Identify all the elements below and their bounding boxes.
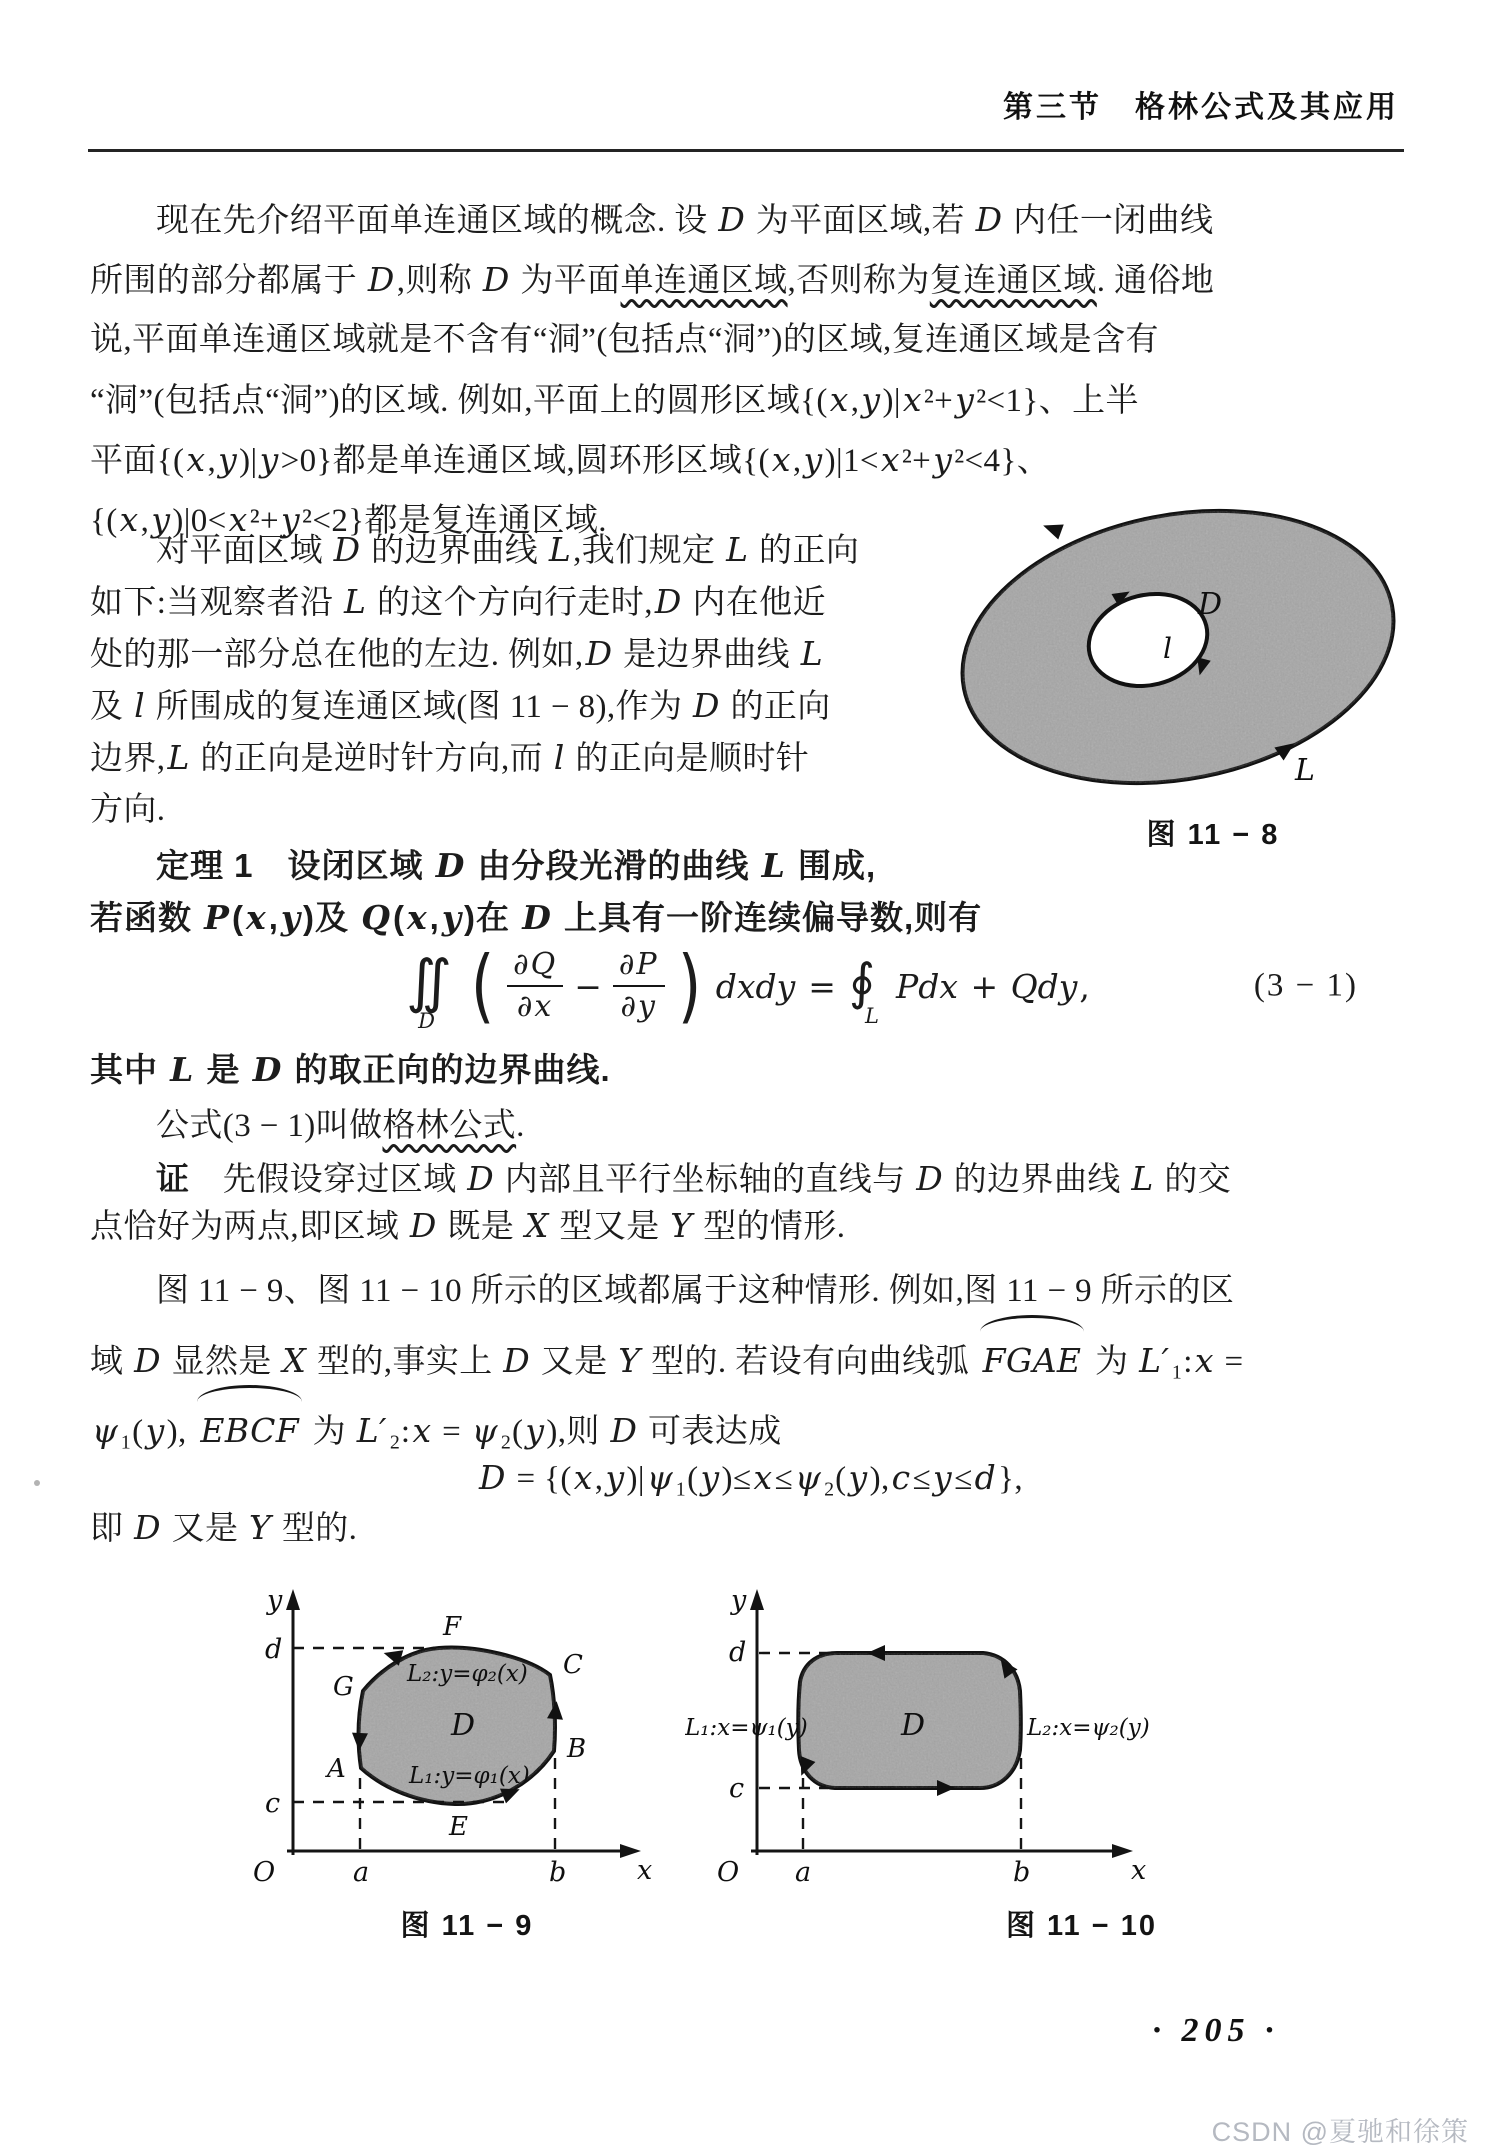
text-segment: ,否则称为 (787, 263, 930, 299)
outer-curve-label: L (1295, 753, 1315, 788)
text-segment: 如下:当观察者沿 L 的这个方向行走时,D 内在他近 (90, 582, 826, 621)
text-segment: FGAE (978, 1326, 1087, 1397)
watermark: CSDN @夏驰和徐策 (1211, 2117, 1469, 2147)
text-line (90, 784, 942, 836)
figure-11-9 (203, 1583, 673, 1944)
figure-11-10-caption: 图 11 − 10 (1005, 1910, 1157, 1942)
tick-c-label: c (265, 1788, 281, 1819)
text-segment: 说,平面单连通区域就是不含有“洞”(包括点“洞”)的区域,复连通区域是含有 (90, 322, 1159, 358)
double-integral-domain: D (418, 1009, 435, 1033)
x-axis-label: x (1131, 1855, 1147, 1886)
text-segment: 其中 L 是 D 的取正向的边界曲线. (90, 1050, 611, 1089)
text-segment: . 通俗地 (1096, 263, 1215, 299)
text-segment: 为 L′₁:x = (1086, 1341, 1244, 1380)
inner-curve-label: l (1163, 632, 1172, 665)
text-line (90, 1100, 1410, 1152)
text-segment: 平面{(x,y)|y>0}都是单连通区域,圆环形区域{(x,y)|1<x²+y²<4}、 (90, 440, 1051, 479)
line-y-type (90, 1502, 1410, 1554)
origin-label: O (717, 1857, 740, 1888)
text-segment: 即 D 又是 Y 型的. (90, 1508, 358, 1547)
point-B-label: B (567, 1734, 587, 1764)
text-line (90, 370, 1410, 430)
y-axis-arrow (286, 1589, 300, 1610)
tick-b-label: b (549, 1857, 567, 1888)
text-segment: 公式(3 − 1)叫做 (156, 1108, 383, 1144)
text-segment: 定理 1 设闭区域 D 由分段光滑的曲线 L 围成, (156, 846, 877, 885)
paragraph-intro (90, 190, 1410, 550)
text-line (90, 1326, 1410, 1396)
formula-rhs: Pdx + Qdy, (896, 966, 1090, 1006)
region-label: D (451, 1708, 476, 1743)
theorem-1 (90, 840, 1410, 944)
text-segment: 及 l 所围成的复连通区域(图 11 − 8),作为 D 的正向 (90, 686, 831, 725)
equals-sign: = (808, 966, 836, 1006)
text-segment: 图 11 − 9、图 11 − 10 所示的区域都属于这种情形. 例如,图 11 − 9 所示的区 (156, 1273, 1235, 1309)
text-line (90, 1256, 1410, 1326)
point-G-label: G (333, 1672, 354, 1702)
text-line (90, 250, 1410, 310)
text-segment: 若函数 P(x,y)及 Q(x,y)在 D 上具有一阶连续偏导数,则有 (90, 898, 983, 937)
figure-11-8-caption: 图 11 − 8 (1146, 819, 1280, 851)
point-E-label: E (449, 1812, 468, 1842)
point-A-label: A (327, 1754, 346, 1784)
text-segment: 点恰好为两点,即区域 D 既是 X 型又是 Y 型的情形. (90, 1206, 846, 1245)
proof-paragraph (90, 1155, 1410, 1249)
outer-curve-arrow-top (1040, 518, 1063, 540)
point-F-label: F (443, 1612, 462, 1642)
fraction-dPdy: $\frac{\partial P}{\partial y}$ (613, 948, 665, 1023)
figure-11-10 (685, 1583, 1185, 1944)
text-segment: 先假设穿过区域 D 内部且平行坐标轴的直线与 D 的边界曲线 L 的交 (189, 1159, 1232, 1198)
text-segment: 格林公式 (382, 1108, 517, 1144)
text-segment: 证 (156, 1160, 190, 1197)
line-boundary-note (90, 1044, 1410, 1096)
text-line (90, 1452, 1410, 1504)
text-line (90, 576, 942, 628)
text-line (90, 190, 1410, 250)
region-label: D (901, 1708, 926, 1743)
region-label: D (1198, 587, 1223, 622)
green-formula-block (90, 932, 1406, 1040)
figure-11-8-drawing (943, 502, 1425, 802)
text-segment: 边界,L 的正向是逆时针方向,而 l 的正向是顺时针 (90, 738, 810, 777)
text-segment: EBCF (195, 1396, 304, 1467)
text-segment: 处的那一部分总在他的左边. 例如,D 是边界曲线 L (90, 634, 824, 673)
tick-d-label: d (265, 1634, 283, 1665)
text-line (90, 430, 1410, 490)
tick-a-label: a (353, 1857, 370, 1888)
equation-number: (3 − 1) (1253, 967, 1358, 1004)
region-texture (203, 1583, 673, 1893)
fraction-dQdx: $\frac{\partial Q}{\partial x}$ (507, 948, 563, 1023)
tick-b-label: b (1013, 1857, 1031, 1888)
figure-11-8 (943, 502, 1425, 853)
contour-integral-path: L (864, 1004, 879, 1028)
left-curve-equation: L₁:x=ψ₁(y) (685, 1715, 808, 1741)
page-number: · 205 · (1152, 2012, 1280, 2049)
text-segment: . (516, 1108, 525, 1144)
y-axis-label: y (731, 1585, 747, 1616)
text-segment: 复连通区域 (929, 263, 1097, 299)
text-segment: 为 L′₂:x = ψ₂(y),则 D 可表达成 (304, 1411, 782, 1450)
point-C-label: C (563, 1650, 583, 1680)
right-curve-equation: L₂:x=ψ₂(y) (1027, 1715, 1150, 1741)
running-header-title: 第三节 格林公式及其应用 (1003, 91, 1399, 124)
text-line (90, 680, 942, 732)
text-line (90, 840, 1410, 892)
text-segment: {(x,y)|0<x²+y²<2}都是复连通区域. (90, 500, 607, 539)
bottom-curve-equation: L₁:y=φ₁(x) (409, 1763, 530, 1789)
tick-d-label: d (729, 1637, 747, 1668)
text-line (90, 310, 1410, 370)
green-formula: ∬ D ( $\frac{\partial Q}{\partial x}$ − $\frac{\partial P}{\partial y}$ ) dxdy = ∮ L Pdx + Qdy, (406, 939, 1090, 1033)
tick-c-label: c (729, 1773, 745, 1804)
text-segment: ψ₁(y), (92, 1411, 196, 1450)
header-rule (88, 149, 1404, 152)
paragraph-figures (90, 1256, 1410, 1466)
d-set-formula (90, 1452, 1410, 1504)
differentials: dxdy (715, 966, 796, 1006)
text-segment: 单连通区域 (620, 263, 788, 299)
origin-label: O (253, 1857, 276, 1888)
margin-artifact-dot (34, 1480, 40, 1486)
text-segment: 方向. (90, 792, 166, 828)
text-line (90, 1155, 1410, 1202)
text-line (90, 1502, 1410, 1554)
x-axis-arrow (1112, 1844, 1133, 1858)
text-line (90, 524, 942, 576)
double-integral-symbol: ∬ D (406, 947, 452, 1033)
text-segment: 现在先介绍平面单连通区域的概念. 设 D 为平面区域,若 D 内任一闭曲线 (156, 200, 1214, 239)
contour-integral-symbol: ∮ L (848, 953, 879, 1028)
text-segment: 域 D 显然是 X 型的,事实上 D 又是 Y 型的. 若设有向曲线弧 (90, 1341, 978, 1380)
top-curve-equation: L₂:y=φ₂(x) (407, 1661, 528, 1687)
text-line (90, 1202, 1410, 1249)
minus-sign: − (574, 966, 602, 1006)
tick-a-label: a (795, 1857, 812, 1888)
text-segment: D = {(x,y)|ψ₁(y)≤x≤ψ₂(y),c≤y≤d}, (478, 1458, 1024, 1497)
text-segment: 所围的部分都属于 D,则称 D 为平面 (90, 260, 621, 299)
figure-11-10-drawing (685, 1583, 1185, 1893)
text-line (90, 1044, 1410, 1096)
figure-11-9-caption: 图 11 − 9 (400, 1910, 534, 1942)
y-axis-arrow (750, 1589, 764, 1610)
text-line (90, 732, 942, 784)
x-axis-label: x (637, 1855, 653, 1886)
text-segment: “洞”(包括点“洞”)的区域. 例如,平面上的圆形区域{(x,y)|x²+y²<1}、上半 (90, 380, 1139, 419)
text-segment: 对平面区域 D 的边界曲线 L,我们规定 L 的正向 (156, 530, 860, 569)
line-green-formula-name (90, 1100, 1410, 1152)
paragraph-orientation (90, 524, 942, 836)
figure-11-9-drawing (203, 1583, 673, 1893)
y-axis-label: y (267, 1585, 283, 1616)
text-line (90, 628, 942, 680)
